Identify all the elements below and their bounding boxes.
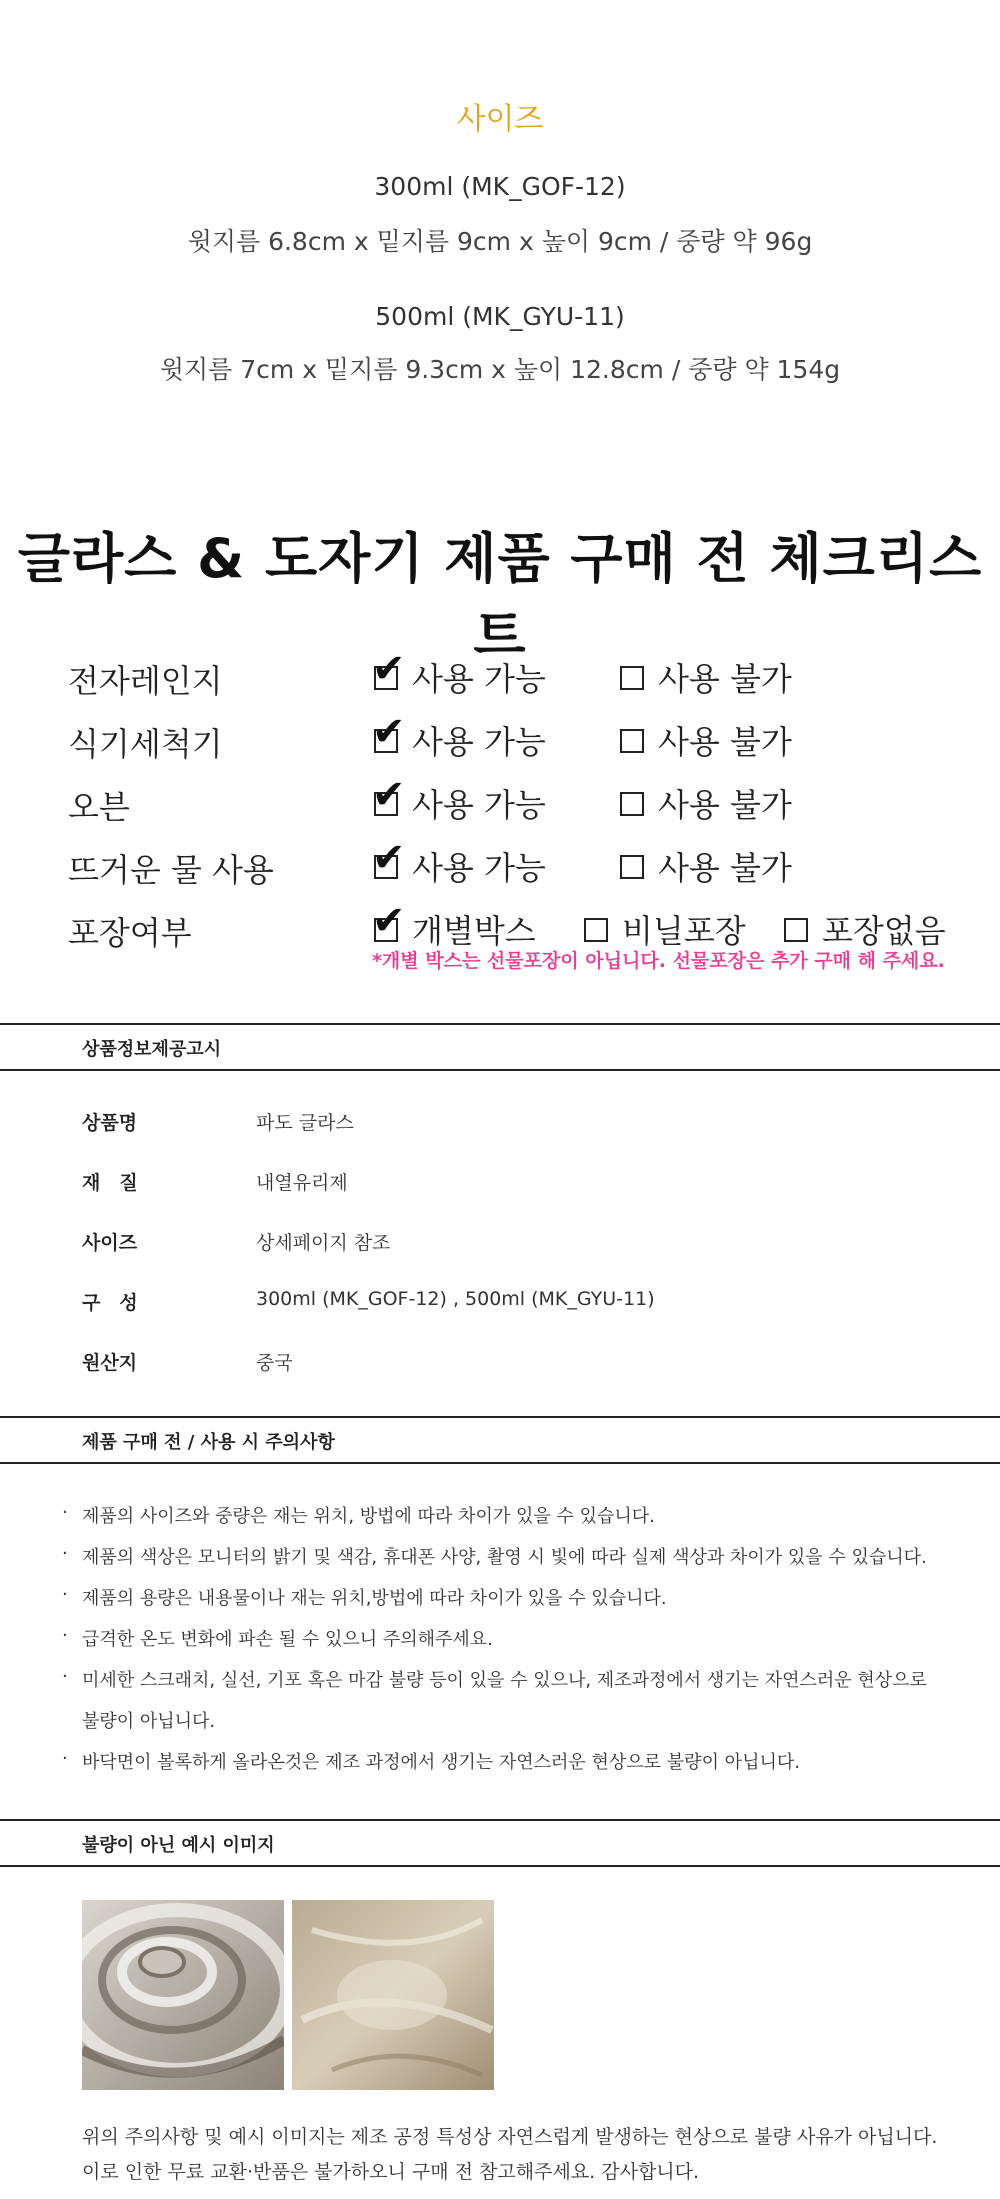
- checkmark-icon: ✔: [372, 646, 406, 692]
- empty-box-icon: [584, 918, 608, 942]
- example-image-bubbles: [292, 1900, 494, 2090]
- option-unavailable: 사용 불가: [620, 717, 792, 763]
- section-header-cautions: [0, 1416, 1000, 1464]
- info-key: 원산지: [82, 1352, 138, 1374]
- footer-note-1: 위의 주의사항 및 예시 이미지는 제조 공정 특성상 자연스럽게 발생하는 현상으로 불량 사유가 아닙니다.: [82, 2126, 938, 2148]
- option-available: ✔ 사용 가능: [372, 646, 546, 698]
- checkmark-icon: ✔: [372, 772, 406, 818]
- checklist-label: 포장여부: [68, 914, 192, 952]
- option-available: ✔ 사용 가능: [372, 772, 546, 824]
- empty-box-icon: [784, 918, 808, 942]
- info-value: 중국: [256, 1352, 293, 1374]
- info-row: [0, 1168, 1000, 1198]
- option-unavailable: 사용 불가: [620, 843, 792, 889]
- option-unavailable: 사용 불가: [620, 654, 792, 700]
- size-model-500: 500ml (MK_GYU-11): [375, 302, 625, 331]
- checklist-row: [0, 711, 1000, 771]
- checklist-label: 전자레인지: [68, 662, 223, 700]
- checkmark-icon: ✔: [372, 898, 406, 944]
- option-unavailable: 사용 불가: [620, 780, 792, 826]
- info-key: 사이즈: [82, 1232, 138, 1254]
- option-available: ✔ 사용 가능: [372, 709, 546, 761]
- info-row: [0, 1288, 1000, 1318]
- checklist-label: 식기세척기: [68, 725, 223, 763]
- section-header-examples: [0, 1819, 1000, 1867]
- info-row: [0, 1108, 1000, 1138]
- option-available: ✔ 사용 가능: [372, 835, 546, 887]
- info-row: [0, 1348, 1000, 1378]
- section-title: 상품정보제공고시: [82, 1039, 222, 1060]
- empty-box-icon: [620, 792, 644, 816]
- section-header-info: [0, 1023, 1000, 1071]
- example-image-swirl: [82, 1900, 284, 2090]
- size-dims-500: 윗지름 7cm x 밑지름 9.3cm x 높이 12.8cm / 중량 약 154g: [159, 355, 841, 384]
- checked-box-icon: [372, 709, 406, 755]
- checked-box-icon: [372, 646, 406, 692]
- size-dims-300: 윗지름 6.8cm x 밑지름 9cm x 높이 9cm / 중량 약 96g: [187, 227, 813, 256]
- checked-box-icon: [372, 898, 406, 944]
- checklist-title: 글라스 & 도자기 제품 구매 전 체크리스트: [17, 527, 983, 667]
- option-individual-box: ✔ 개별박스: [372, 898, 536, 950]
- info-value: 상세페이지 참조: [256, 1232, 391, 1254]
- empty-box-icon: [620, 855, 644, 879]
- checklist-row: [0, 837, 1000, 897]
- empty-box-icon: [620, 666, 644, 690]
- info-row: [0, 1228, 1000, 1258]
- empty-box-icon: [620, 729, 644, 753]
- option-vinyl-wrap: 비닐포장: [584, 906, 746, 952]
- size-title: 사이즈: [456, 102, 544, 137]
- checkmark-icon: ✔: [372, 709, 406, 755]
- checked-box-icon: [372, 772, 406, 818]
- info-key: 구 성: [82, 1292, 138, 1314]
- footer-note-2: 이로 인한 무료 교환·반품은 불가하오니 구매 전 참고해주세요. 감사합니다.: [82, 2161, 700, 2183]
- option-no-packaging: 포장없음: [784, 906, 946, 952]
- checklist-row: [0, 648, 1000, 708]
- section-title: 불량이 아닌 예시 이미지: [82, 1835, 275, 1856]
- info-key: 상품명: [82, 1112, 138, 1134]
- checklist-label: 뜨거운 물 사용: [68, 851, 274, 889]
- checklist-label: 오븐: [68, 788, 130, 826]
- info-value: 300ml (MK_GOF-12) , 500ml (MK_GYU-11): [256, 1288, 655, 1310]
- checkmark-icon: ✔: [372, 835, 406, 881]
- checked-box-icon: [372, 835, 406, 881]
- gift-wrap-note: *개별 박스는 선물포장이 아닙니다. 선물포장은 추가 구매 해 주세요.: [372, 950, 945, 972]
- section-title: 제품 구매 전 / 사용 시 주의사항: [82, 1432, 335, 1453]
- size-model-300: 300ml (MK_GOF-12): [374, 172, 626, 201]
- info-value: 내열유리제: [256, 1172, 348, 1194]
- info-value: 파도 글라스: [256, 1112, 354, 1134]
- info-key: 재 질: [82, 1172, 138, 1194]
- checklist-row: [0, 774, 1000, 834]
